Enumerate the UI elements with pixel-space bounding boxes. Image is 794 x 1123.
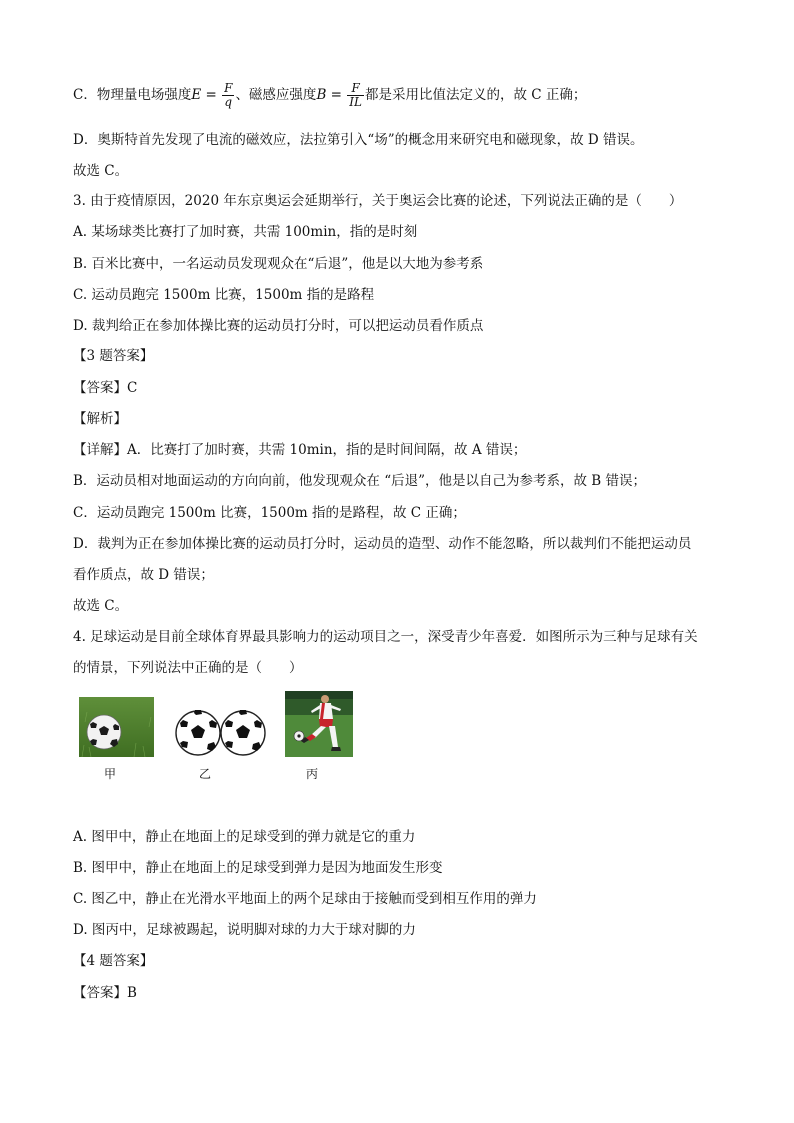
figure-caption-jia: 甲	[104, 767, 117, 781]
q2-option-c: C．物理量电场强度E = $\frac{F}{q}$ 、磁感应强度B = $\frac{F}{IL}$ 都是采用比值法定义的，故 C 正确；	[73, 81, 587, 109]
figure-bing-player-kicking	[285, 691, 353, 757]
player-kicking-image	[285, 691, 353, 757]
figure-yi-two-footballs	[175, 708, 267, 758]
figure-caption-yi: 乙	[199, 767, 212, 781]
q3-detail-a: 【详解】A．比赛打了加时赛，共需 10min，指的是时间间隔，故 A 错误；	[73, 442, 527, 458]
figure-jia-football-on-grass	[79, 697, 154, 757]
figure-caption-bing: 丙	[306, 767, 319, 781]
q3-option-b: B. 百米比赛中，一名运动员发现观众在“后退”，他是以大地为参考系	[73, 256, 484, 272]
equals-sign: =	[201, 87, 222, 103]
q4-answer: 【答案】B	[73, 985, 137, 1001]
q4-option-b: B. 图甲中，静止在地面上的足球受到弹力是因为地面发生形变	[73, 860, 443, 876]
q3-stem: 3. 由于疫情原因，2020 年东京奥运会延期举行，关于奥运会比赛的论述，下列说法正确的是（ ）	[73, 193, 683, 209]
e-symbol: E	[191, 87, 202, 103]
equals-sign-2: =	[326, 87, 347, 103]
b-fraction: $\frac{F}{IL}$	[349, 81, 362, 109]
q3-choose: 故选 C。	[73, 598, 129, 614]
q3-option-a: A. 某场球类比赛打了加时赛，共需 100min，指的是时刻	[73, 224, 418, 240]
q3-option-c: C. 运动员跑完 1500m 比赛，1500m 指的是路程	[73, 287, 375, 303]
two-footballs-image	[175, 708, 267, 758]
q3-detail-c: C．运动员跑完 1500m 比赛，1500m 指的是路程，故 C 正确；	[73, 505, 466, 521]
q2-option-d: D．奥斯特首先发现了电流的磁效应，法拉第引入“场”的概念用来研究电和磁现象，故 D 错误。	[73, 132, 644, 148]
q3-detail-d: D．裁判为正在参加体操比赛的运动员打分时，运动员的造型、动作不能忽略，所以裁判们不能把运动员	[73, 536, 692, 552]
q4-option-d: D. 图丙中，足球被踢起，说明脚对球的力大于球对脚的力	[73, 922, 416, 938]
q4-option-a: A. 图甲中，静止在地面上的足球受到的弹力就是它的重力	[73, 829, 416, 845]
q3-detail-b: B．运动员相对地面运动的方向向前，他发现观众在 “后退”，他是以自己为参考系，故 B 错误；	[73, 473, 647, 489]
q3-detail-d-cont: 看作质点，故 D 错误；	[73, 567, 214, 583]
q4-stem-line1: 4. 足球运动是目前全球体育界最具影响力的运动项目之一，深受青少年喜爱．如图所示为三种与足球有关	[73, 629, 698, 645]
q2-choose: 故选 C。	[73, 163, 129, 179]
q3-answer: 【答案】C	[73, 380, 138, 396]
q3-option-d: D. 裁判给正在参加体操比赛的运动员打分时，可以把运动员看作质点	[73, 318, 484, 334]
q3-analysis-label: 【解析】	[73, 411, 127, 427]
q4-stem-line2: 的情景，下列说法中正确的是（ ）	[73, 660, 303, 676]
grass-football-image	[79, 697, 154, 757]
q4-option-c: C. 图乙中，静止在光滑水平地面上的两个足球由于接触而受到相互作用的弹力	[73, 891, 537, 907]
q4-answer-header: 【4 题答案】	[73, 953, 154, 969]
q3-answer-header: 【3 题答案】	[73, 348, 154, 364]
e-fraction: $\frac{F}{q}$	[224, 81, 233, 109]
b-symbol: B	[316, 87, 327, 103]
